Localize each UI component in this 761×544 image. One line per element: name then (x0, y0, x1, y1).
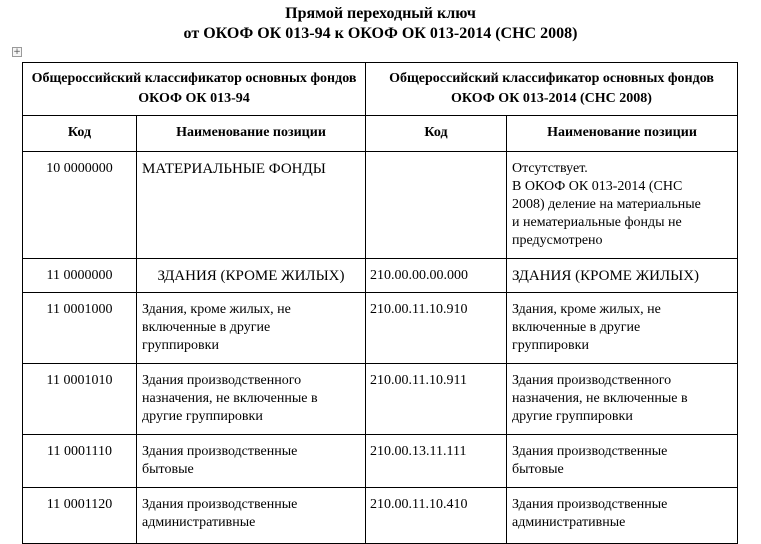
column-header-old-code: Код (23, 116, 137, 152)
table-row (23, 435, 738, 488)
new-name-line: назначения, не включенные в (512, 391, 688, 406)
new-code-cell: 210.00.11.10.911 (366, 364, 507, 435)
new-code-cell: 210.00.11.10.910 (366, 293, 507, 364)
old-name-line: группировки (142, 338, 219, 353)
new-name-line: Здания производственного (512, 373, 672, 388)
old-name-line: Здания, кроме жилых, не (142, 302, 291, 317)
document-title (0, 4, 761, 44)
old-name-cell (137, 488, 366, 544)
old-code-cell: 10 0000000 (23, 152, 137, 259)
old-code-cell: 11 0001010 (23, 364, 137, 435)
column-header-row (23, 116, 738, 152)
new-code-cell: 210.00.13.11.111 (366, 435, 507, 488)
conversion-table (22, 62, 738, 544)
new-name-line: и нематериальные фонды не (512, 215, 682, 230)
old-name-line: назначения, не включенные в (142, 391, 318, 406)
group-header-row (23, 63, 738, 116)
new-name-cell (507, 488, 738, 544)
new-name-line: Здания производственные (512, 497, 668, 512)
column-header-new-code: Код (366, 116, 507, 152)
old-name-line: Здания производственные (142, 444, 298, 459)
old-name-line: включенные в другие (142, 320, 271, 335)
new-name-line: включенные в другие (512, 320, 641, 335)
new-code-cell: 210.00.11.10.410 (366, 488, 507, 544)
old-code-cell: 11 0001120 (23, 488, 137, 544)
new-name-line: ЗДАНИЯ (КРОМЕ ЖИЛЫХ) (512, 268, 700, 284)
old-name-line: административные (142, 515, 256, 530)
old-code-cell: 11 0001000 (23, 293, 137, 364)
new-code-cell: 210.00.00.00.000 (366, 259, 507, 293)
old-name-cell (137, 293, 366, 364)
new-name-line: Отсутствует. (512, 161, 588, 176)
table-move-handle-icon[interactable]: + (13, 47, 21, 57)
new-code-cell (366, 152, 507, 259)
old-name-cell (137, 435, 366, 488)
old-code-cell: 11 0001110 (23, 435, 137, 488)
new-name-line: В ОКОФ ОК 013-2014 (СНС (512, 179, 683, 194)
new-name-line: административные (512, 515, 626, 530)
title-line-1: Прямой переходный ключ (285, 5, 476, 22)
new-name-line: 2008) деление на материальные (512, 197, 701, 212)
new-name-cell (507, 259, 738, 293)
group-header-old: Общероссийский классификатор основных фондов ОКОФ ОК 013-94 (23, 63, 366, 116)
old-name-line: бытовые (142, 462, 194, 477)
table-row (23, 364, 738, 435)
column-header-new-name: Наименование позиции (507, 116, 738, 152)
title-line-2: от ОКОФ ОК 013-94 к ОКОФ ОК 013-2014 (СНС 2008) (183, 25, 578, 42)
old-code-cell: 11 0000000 (23, 259, 137, 293)
old-name-line: Здания производственного (142, 373, 302, 388)
new-name-cell (507, 435, 738, 488)
old-name-line: Здания производственные (142, 497, 298, 512)
new-name-line: Здания производственные (512, 444, 668, 459)
new-name-cell (507, 293, 738, 364)
new-name-line: предусмотрено (512, 233, 603, 248)
table-row (23, 488, 738, 544)
new-name-line: бытовые (512, 462, 564, 477)
new-name-line: другие группировки (512, 409, 633, 424)
table-row (23, 152, 738, 259)
old-name-cell: МАТЕРИАЛЬНЫЕ ФОНДЫ (137, 152, 366, 259)
table-row (23, 259, 738, 293)
column-header-old-name: Наименование позиции (137, 116, 366, 152)
old-name-line: другие группировки (142, 409, 263, 424)
new-name-line: группировки (512, 338, 589, 353)
new-name-cell (507, 364, 738, 435)
old-name-cell: ЗДАНИЯ (КРОМЕ ЖИЛЫХ) (137, 259, 366, 293)
old-name-cell (137, 364, 366, 435)
new-name-line: Здания, кроме жилых, не (512, 302, 661, 317)
new-name-cell (507, 152, 738, 259)
table-row (23, 293, 738, 364)
group-header-new: Общероссийский классификатор основных фондов ОКОФ ОК 013-2014 (СНС 2008) (366, 63, 738, 116)
